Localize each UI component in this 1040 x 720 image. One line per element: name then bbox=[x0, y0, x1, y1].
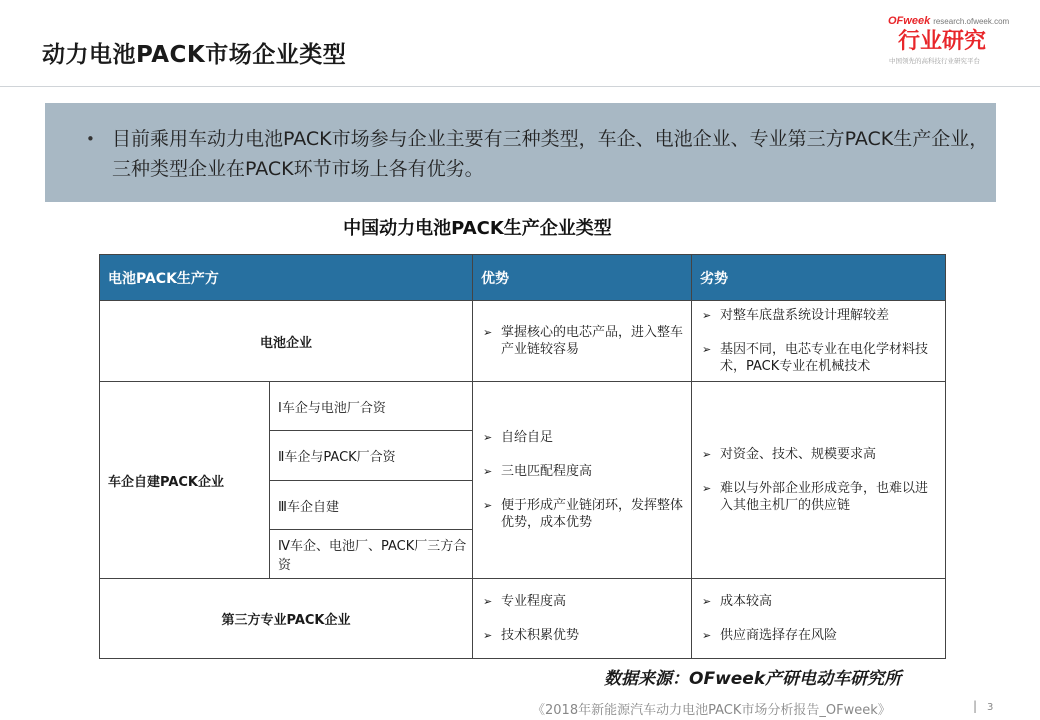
arrow-bullet-icon: ➢ bbox=[702, 482, 712, 495]
data-source: 数据来源：OFweek产研电动车研究所 bbox=[604, 669, 902, 689]
list-item: ➢ 成本较高 bbox=[702, 594, 773, 609]
table-header-row bbox=[100, 255, 946, 301]
summary-text: 目前乘用车动力电池PACK市场参与企业主要有三种类型，车企、电池企业、专业第三方PACK生产企业，三种类型企业在PACK环节市场上各有优劣。 bbox=[112, 128, 989, 180]
arrow-bullet-icon: ➢ bbox=[702, 629, 712, 642]
row-label-oem: 车企自建PACK企业 bbox=[100, 382, 270, 579]
logo-url: research.ofweek.com bbox=[933, 17, 1010, 26]
row-label-battery: 电池企业 bbox=[100, 301, 473, 382]
list-item: ➢ 供应商选择存在风险 bbox=[702, 628, 838, 643]
oem-disadvantages bbox=[692, 382, 946, 579]
arrow-bullet-icon: ➢ bbox=[702, 448, 712, 461]
list-item: ➢ 三电匹配程度高 bbox=[483, 464, 593, 479]
header-disadvantages: 劣势 bbox=[692, 255, 946, 301]
list-item: ➢ 自给自足 bbox=[483, 430, 554, 445]
page-title: 动力电池PACK市场企业类型 bbox=[42, 42, 347, 68]
oem-subtype: Ⅳ车企、电池厂、PACK厂三方合资 bbox=[270, 530, 473, 579]
list-item: ➢ 便于形成产业链闭环，发挥整体优势，成本优势 bbox=[483, 498, 684, 530]
arrow-bullet-icon: ➢ bbox=[483, 499, 493, 512]
header-advantages: 优势 bbox=[473, 255, 692, 301]
arrow-bullet-icon: ➢ bbox=[483, 595, 493, 608]
table-row-battery bbox=[100, 301, 946, 382]
ofweek-logo bbox=[888, 15, 1018, 75]
page-number: 3 bbox=[987, 702, 994, 713]
list-item: ➢ 掌握核心的电芯产品，进入整车产业链较容易 bbox=[483, 325, 684, 357]
enterprise-type-table bbox=[99, 254, 946, 659]
list-item: ➢ 基因不同，电芯专业在电化学材料技术，PACK专业在机械技术 bbox=[702, 342, 929, 374]
third-party-disadvantages bbox=[692, 579, 946, 659]
battery-disadvantages bbox=[692, 301, 946, 382]
battery-advantages bbox=[473, 301, 692, 382]
logo-tagline: 中国领先的高科技行业研究平台 bbox=[889, 57, 980, 65]
third-party-advantages bbox=[473, 579, 692, 659]
arrow-bullet-icon: ➢ bbox=[483, 326, 493, 339]
list-item: ➢ 技术积累优势 bbox=[483, 628, 580, 643]
oem-subtype: Ⅰ车企与电池厂合资 bbox=[270, 382, 473, 431]
list-item: ➢ 对整车底盘系统设计理解较差 bbox=[702, 308, 890, 323]
row-label-third-party: 第三方专业PACK企业 bbox=[100, 579, 473, 659]
table-row-oem bbox=[100, 382, 946, 431]
logo-main-text: 行业研究 bbox=[898, 29, 987, 54]
table-row-third-party bbox=[100, 579, 946, 659]
oem-subtype: Ⅲ车企自建 bbox=[270, 481, 473, 530]
footer-report-title: 《2018年新能源汽车动力电池PACK市场分析报告_OFweek》 bbox=[532, 703, 891, 718]
table-title: 中国动力电池PACK生产企业类型 bbox=[343, 218, 612, 239]
oem-subtype: Ⅱ车企与PACK厂合资 bbox=[270, 431, 473, 481]
footer-separator: | bbox=[973, 699, 978, 713]
arrow-bullet-icon: ➢ bbox=[702, 343, 712, 356]
arrow-bullet-icon: ➢ bbox=[483, 431, 493, 444]
arrow-bullet-icon: ➢ bbox=[702, 309, 712, 322]
arrow-bullet-icon: ➢ bbox=[483, 465, 493, 478]
summary-bullet: • bbox=[86, 130, 95, 148]
arrow-bullet-icon: ➢ bbox=[702, 595, 712, 608]
list-item: ➢ 对资金、技术、规模要求高 bbox=[702, 447, 877, 462]
logo-brand: OFweek bbox=[888, 15, 931, 27]
arrow-bullet-icon: ➢ bbox=[483, 629, 493, 642]
title-divider bbox=[0, 86, 1040, 87]
oem-advantages bbox=[473, 382, 692, 579]
list-item: ➢ 难以与外部企业形成竞争，也难以进入其他主机厂的供应链 bbox=[702, 481, 929, 513]
header-producer: 电池PACK生产方 bbox=[100, 255, 473, 301]
list-item: ➢ 专业程度高 bbox=[483, 594, 567, 609]
